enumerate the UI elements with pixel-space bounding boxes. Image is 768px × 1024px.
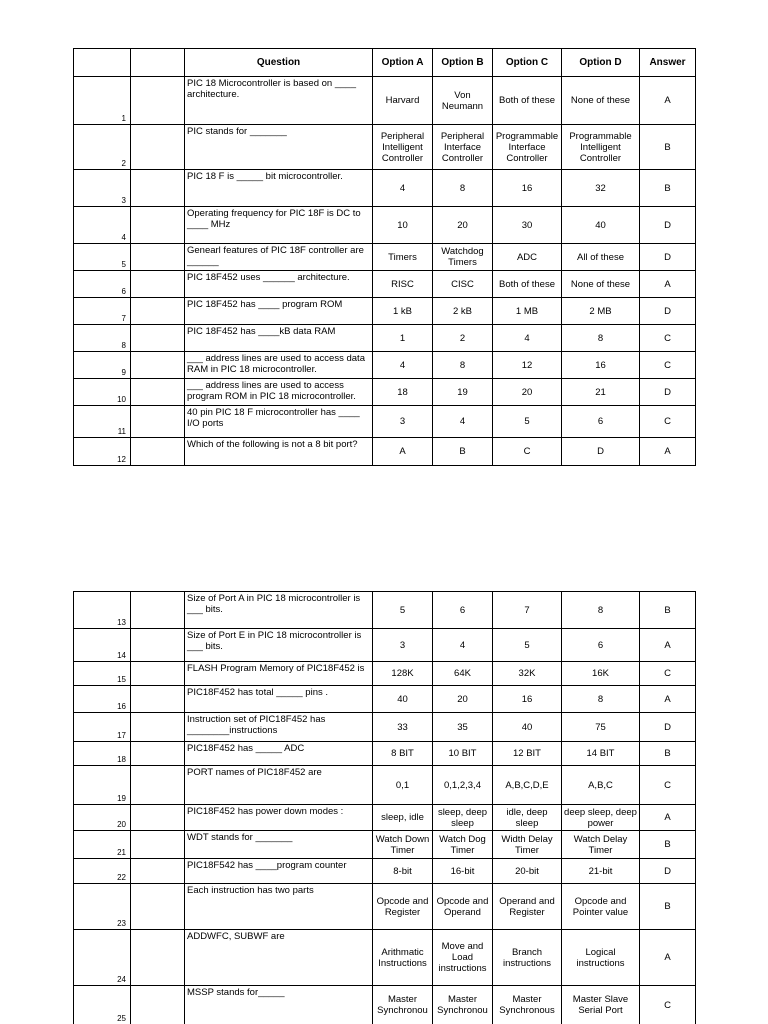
option-d: 8 (562, 325, 640, 352)
question-text: Genearl features of PIC 18F controller are ______ (185, 244, 373, 271)
question-number: 20 (74, 805, 131, 831)
empty-cell (131, 325, 185, 352)
option-b: 16-bit (433, 859, 493, 884)
empty-cell (131, 592, 185, 629)
option-c: A,B,C,D,E (493, 766, 562, 805)
question-number: 19 (74, 766, 131, 805)
option-c: Programmable Interface Controller (493, 125, 562, 170)
question-number: 2 (74, 125, 131, 170)
option-c: 40 (493, 713, 562, 742)
question-number: 9 (74, 352, 131, 379)
option-b: 20 (433, 207, 493, 244)
header-option-d: Option D (562, 49, 640, 77)
table-row (74, 766, 696, 805)
question-number: 22 (74, 859, 131, 884)
table-row (74, 352, 696, 379)
answer: D (640, 298, 696, 325)
table-row (74, 207, 696, 244)
question-number: 15 (74, 662, 131, 686)
empty-cell (131, 352, 185, 379)
option-a: 33 (373, 713, 433, 742)
table-row (74, 298, 696, 325)
question-text: Size of Port E in PIC 18 microcontroller is ___ bits. (185, 629, 373, 662)
question-number: 4 (74, 207, 131, 244)
answer: D (640, 207, 696, 244)
option-b: Opcode and Operand (433, 884, 493, 930)
answer: C (640, 766, 696, 805)
option-d: 21-bit (562, 859, 640, 884)
question-number: 14 (74, 629, 131, 662)
empty-cell (131, 884, 185, 930)
empty-cell (131, 271, 185, 298)
option-c: Width Delay Timer (493, 831, 562, 859)
question-text: MSSP stands for_____ (185, 986, 373, 1024)
option-d: 6 (562, 629, 640, 662)
question-text: PIC18F452 has _____ ADC (185, 742, 373, 766)
question-text: Instruction set of PIC18F452 has ________instructions (185, 713, 373, 742)
table-row (74, 629, 696, 662)
option-c: 1 MB (493, 298, 562, 325)
option-c: 20-bit (493, 859, 562, 884)
answer: D (640, 244, 696, 271)
question-number: 8 (74, 325, 131, 352)
option-b: 4 (433, 406, 493, 438)
table-row (74, 271, 696, 298)
question-text: Which of the following is not a 8 bit port? (185, 438, 373, 466)
answer: B (640, 742, 696, 766)
option-c: Master Synchronous (493, 986, 562, 1024)
option-a: 1 (373, 325, 433, 352)
answer: A (640, 930, 696, 986)
option-a: Timers (373, 244, 433, 271)
table-row (74, 686, 696, 713)
option-b: Master Synchronou (433, 986, 493, 1024)
option-c: 30 (493, 207, 562, 244)
option-b: Move and Load instructions (433, 930, 493, 986)
option-b: 6 (433, 592, 493, 629)
option-d: 16K (562, 662, 640, 686)
option-d: None of these (562, 271, 640, 298)
question-number: 5 (74, 244, 131, 271)
empty-cell (131, 831, 185, 859)
empty-cell (131, 77, 185, 125)
option-d: 32 (562, 170, 640, 207)
option-a: 3 (373, 406, 433, 438)
option-b: 0,1,2,3,4 (433, 766, 493, 805)
option-a: A (373, 438, 433, 466)
option-a: 8-bit (373, 859, 433, 884)
question-number: 23 (74, 884, 131, 930)
empty-cell (131, 379, 185, 406)
option-d: Watch Delay Timer (562, 831, 640, 859)
empty-cell (131, 930, 185, 986)
table-row (74, 859, 696, 884)
option-a: Opcode and Register (373, 884, 433, 930)
option-d: 8 (562, 592, 640, 629)
option-a: 40 (373, 686, 433, 713)
question-text: WDT stands for _______ (185, 831, 373, 859)
question-text: PIC 18F452 has ____kB data RAM (185, 325, 373, 352)
question-text: PIC 18F452 has ____ program ROM (185, 298, 373, 325)
question-table-2 (73, 591, 696, 1024)
option-b: Peripheral Interface Controller (433, 125, 493, 170)
question-text: PIC 18 F is _____ bit microcontroller. (185, 170, 373, 207)
header-answer: Answer (640, 49, 696, 77)
question-number: 18 (74, 742, 131, 766)
answer: D (640, 859, 696, 884)
option-d: 6 (562, 406, 640, 438)
option-a: Master Synchronou (373, 986, 433, 1024)
empty-cell (131, 49, 185, 77)
table-row (74, 438, 696, 466)
option-c: 16 (493, 686, 562, 713)
option-c: Operand and Register (493, 884, 562, 930)
option-a: Peripheral Intelligent Controller (373, 125, 433, 170)
option-c: 5 (493, 629, 562, 662)
option-b: Watchdog Timers (433, 244, 493, 271)
question-number: 17 (74, 713, 131, 742)
empty-cell (131, 170, 185, 207)
option-d: Logical instructions (562, 930, 640, 986)
option-d: All of these (562, 244, 640, 271)
option-d: Programmable Intelligent Controller (562, 125, 640, 170)
header-option-c: Option C (493, 49, 562, 77)
option-c: Both of these (493, 271, 562, 298)
empty-cell (131, 713, 185, 742)
option-d: 16 (562, 352, 640, 379)
table-row (74, 244, 696, 271)
table-row (74, 742, 696, 766)
option-d: 8 (562, 686, 640, 713)
empty-cell (131, 406, 185, 438)
option-c: 7 (493, 592, 562, 629)
header-question: Question (185, 49, 373, 77)
option-a: 3 (373, 629, 433, 662)
answer: A (640, 77, 696, 125)
table-row (74, 884, 696, 930)
header-option-b: Option B (433, 49, 493, 77)
option-a: 4 (373, 170, 433, 207)
question-text: PIC18F542 has ____program counter (185, 859, 373, 884)
empty-cell (131, 438, 185, 466)
option-b: Watch Dog Timer (433, 831, 493, 859)
option-d: 14 BIT (562, 742, 640, 766)
option-a: 4 (373, 352, 433, 379)
answer: C (640, 986, 696, 1024)
question-table-2-container (73, 591, 697, 1024)
question-text: PIC stands for _______ (185, 125, 373, 170)
header-option-a: Option A (373, 49, 433, 77)
question-number: 3 (74, 170, 131, 207)
option-c: 20 (493, 379, 562, 406)
header-row (74, 49, 696, 77)
empty-cell (131, 125, 185, 170)
option-a: RISC (373, 271, 433, 298)
question-number: 11 (74, 406, 131, 438)
answer: B (640, 170, 696, 207)
empty-cell (131, 662, 185, 686)
option-b: 2 (433, 325, 493, 352)
option-c: 32K (493, 662, 562, 686)
answer: D (640, 379, 696, 406)
option-d: 75 (562, 713, 640, 742)
option-a: 5 (373, 592, 433, 629)
question-number: 25 (74, 986, 131, 1024)
question-text: Each instruction has two parts (185, 884, 373, 930)
option-b: 8 (433, 170, 493, 207)
question-text: ADDWFC, SUBWF are (185, 930, 373, 986)
question-table-1 (73, 48, 696, 466)
answer: C (640, 352, 696, 379)
option-d: D (562, 438, 640, 466)
option-c: 12 (493, 352, 562, 379)
option-c: 5 (493, 406, 562, 438)
answer: A (640, 438, 696, 466)
option-d: 21 (562, 379, 640, 406)
table-row (74, 662, 696, 686)
option-d: None of these (562, 77, 640, 125)
option-b: B (433, 438, 493, 466)
option-c: Branch instructions (493, 930, 562, 986)
table-row (74, 930, 696, 986)
empty-cell (131, 207, 185, 244)
question-text: ___ address lines are used to access program ROM in PIC 18 microcontroller. (185, 379, 373, 406)
table-row (74, 125, 696, 170)
option-c: 16 (493, 170, 562, 207)
table-row (74, 379, 696, 406)
table-row (74, 805, 696, 831)
answer: C (640, 325, 696, 352)
option-a: 0,1 (373, 766, 433, 805)
empty-cell (131, 244, 185, 271)
option-a: Arithmatic Instructions (373, 930, 433, 986)
option-b: 2 kB (433, 298, 493, 325)
option-c: C (493, 438, 562, 466)
option-c: 12 BIT (493, 742, 562, 766)
table-row (74, 713, 696, 742)
answer: C (640, 662, 696, 686)
empty-cell (131, 298, 185, 325)
option-b: 19 (433, 379, 493, 406)
empty-cell (131, 742, 185, 766)
answer: A (640, 271, 696, 298)
option-d: A,B,C (562, 766, 640, 805)
option-b: CISC (433, 271, 493, 298)
option-c: 4 (493, 325, 562, 352)
empty-cell (131, 629, 185, 662)
option-b: Von Neumann (433, 77, 493, 125)
empty-cell (131, 686, 185, 713)
option-b: 35 (433, 713, 493, 742)
option-a: 1 kB (373, 298, 433, 325)
question-number: 21 (74, 831, 131, 859)
option-d: deep sleep, deep power (562, 805, 640, 831)
empty-cell (131, 859, 185, 884)
table-row (74, 986, 696, 1024)
empty-cell (131, 986, 185, 1024)
answer: A (640, 686, 696, 713)
option-d: Opcode and Pointer value (562, 884, 640, 930)
question-text: PIC 18 Microcontroller is based on ____ architecture. (185, 77, 373, 125)
option-c: ADC (493, 244, 562, 271)
question-text: PIC18F452 has total _____ pins . (185, 686, 373, 713)
empty-cell (131, 766, 185, 805)
question-number: 1 (74, 77, 131, 125)
empty-cell (74, 49, 131, 77)
option-c: Both of these (493, 77, 562, 125)
option-a: 128K (373, 662, 433, 686)
question-text: ___ address lines are used to access data RAM in PIC 18 microcontroller. (185, 352, 373, 379)
question-text: PIC18F452 has power down modes : (185, 805, 373, 831)
option-b: 4 (433, 629, 493, 662)
table-row (74, 77, 696, 125)
table-row (74, 406, 696, 438)
answer: B (640, 884, 696, 930)
option-a: sleep, idle (373, 805, 433, 831)
option-c: idle, deep sleep (493, 805, 562, 831)
question-text: Size of Port A in PIC 18 microcontroller is ___ bits. (185, 592, 373, 629)
option-a: 10 (373, 207, 433, 244)
answer: A (640, 805, 696, 831)
question-text: PIC 18F452 uses ______ architecture. (185, 271, 373, 298)
option-d: Master Slave Serial Port (562, 986, 640, 1024)
question-text: 40 pin PIC 18 F microcontroller has ____ I/O ports (185, 406, 373, 438)
question-text: PORT names of PIC18F452 are (185, 766, 373, 805)
empty-cell (131, 805, 185, 831)
question-text: FLASH Program Memory of PIC18F452 is (185, 662, 373, 686)
option-a: 8 BIT (373, 742, 433, 766)
option-a: Watch Down Timer (373, 831, 433, 859)
option-b: 10 BIT (433, 742, 493, 766)
question-number: 13 (74, 592, 131, 629)
table-row (74, 325, 696, 352)
table-row (74, 592, 696, 629)
option-b: 64K (433, 662, 493, 686)
answer: B (640, 831, 696, 859)
answer: B (640, 592, 696, 629)
question-text: Operating frequency for PIC 18F is DC to ____ MHz (185, 207, 373, 244)
question-number: 6 (74, 271, 131, 298)
option-a: Harvard (373, 77, 433, 125)
answer: D (640, 713, 696, 742)
option-a: 18 (373, 379, 433, 406)
question-number: 16 (74, 686, 131, 713)
option-d: 40 (562, 207, 640, 244)
table-row (74, 170, 696, 207)
question-number: 7 (74, 298, 131, 325)
answer: B (640, 125, 696, 170)
answer: A (640, 629, 696, 662)
option-b: 8 (433, 352, 493, 379)
option-d: 2 MB (562, 298, 640, 325)
table-row (74, 831, 696, 859)
question-number: 12 (74, 438, 131, 466)
option-b: sleep, deep sleep (433, 805, 493, 831)
question-number: 10 (74, 379, 131, 406)
answer: C (640, 406, 696, 438)
question-number: 24 (74, 930, 131, 986)
option-b: 20 (433, 686, 493, 713)
